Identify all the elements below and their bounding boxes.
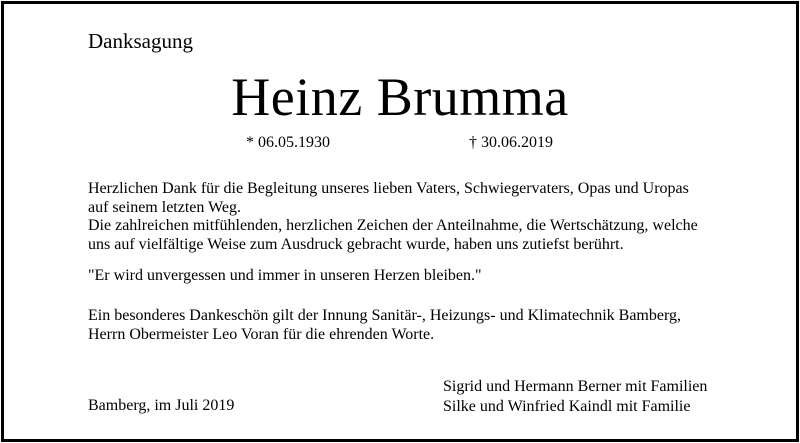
thanks-line: uns auf vielfältige Weise zum Ausdruck gebracht wurde, haben uns zutiefst berührt. — [88, 235, 624, 253]
special-thanks-line: Herrn Obermeister Leo Voran für die ehrenden Worte. — [88, 325, 435, 343]
notice-heading: Danksagung — [88, 29, 193, 53]
signer-line: Sigrid und Hermann Berner mit Familien — [443, 378, 708, 395]
birth-date: * 06.05.1930 — [246, 134, 330, 151]
signer-line: Silke und Winfried Kaindl mit Familie — [443, 398, 691, 415]
signers-block — [443, 377, 707, 417]
deceased-name: Heinz Brumma — [231, 67, 569, 127]
thanks-paragraph — [88, 180, 714, 254]
special-thanks-line: Ein besonderes Dankeschön gilt der Innung Sanitär-, Heizungs- und Klimatechnik Bamberg, — [88, 307, 682, 324]
special-thanks-paragraph — [88, 307, 714, 344]
thanks-line: Herzlichen Dank für die Begleitung unseres lieben Vaters, Schwiegervaters, Opas und Uropas — [88, 180, 689, 197]
thanks-line: Die zahlreichen mitfühlenden, herzlichen Zeichen der Anteilnahme, die Wertschätzung, welche — [88, 217, 698, 234]
death-date: † 30.06.2019 — [469, 134, 553, 151]
quote-line: "Er wird unvergessen und immer in unseren Herzen bleiben." — [88, 267, 482, 284]
quote-paragraph — [88, 267, 714, 286]
thanks-line: auf seinem letzten Weg. — [88, 198, 242, 216]
place-and-date: Bamberg, im Juli 2019 — [88, 397, 235, 414]
